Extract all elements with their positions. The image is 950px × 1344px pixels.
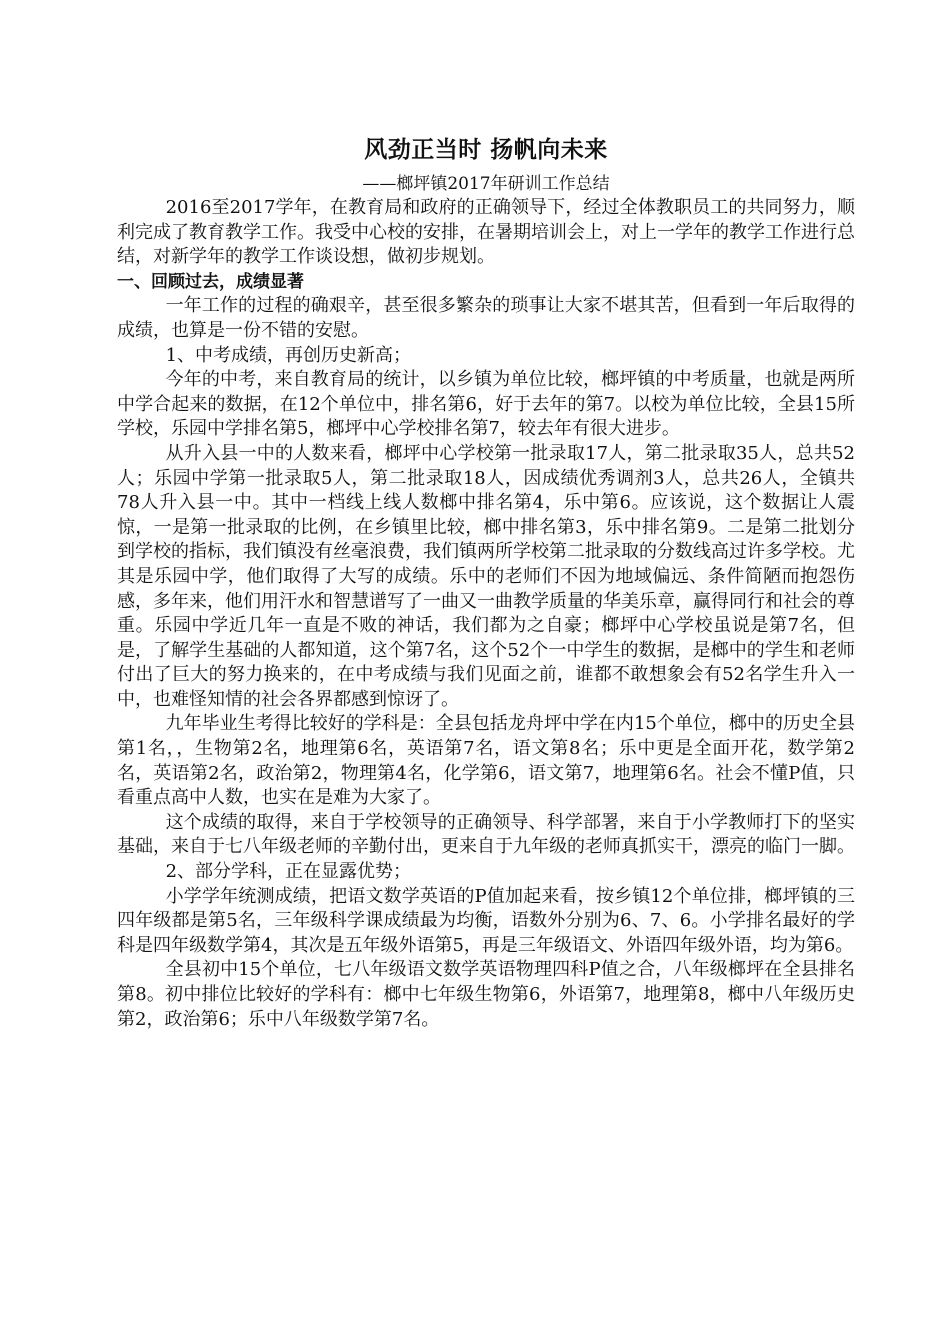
list-item-2: 2、部分学科，正在显露优势； [165,861,412,883]
list-item-1: 1、中考成绩，再创历史新高； [165,344,412,366]
paragraph-5: 这个成绩的取得，来自于学校领导的正确领导、科学部署，来自于小学教师打下的坚实基础，来自于七八年级老师的辛勤付出，更来自于九年级的老师真抓实干，漂亮的临门一脚。 [117,811,855,858]
intro-paragraph: 2016至2017学年，在教育局和政府的正确领导下，经过全体教职员工的共同努力，顺利完成了教育教学工作。我受中心校的安排，在暑期培训会上，对上一学年的教学工作进行总结，对新学年的教学工作谈设想，做初步规划。 [117,197,855,268]
section-heading-1: 一、回顾过去，成绩显著 [117,271,304,292]
document-title: 风劲正当时 扬帆向未来 [364,137,608,163]
paragraph-6: 小学学年统测成绩，把语文数学英语的P值加起来看，按乡镇12个单位排，榔坪镇的三四年级都是第5名，三年级科学课成绩最为均衡，语数外分别为6、7、6。小学排名最好的学科是四年级数学第4，其次是五年级外语第5，再是三年级语文、外语四年级外语，均为第6。 [117,885,855,956]
paragraph-3: 从升入县一中的人数来看，榔坪中心学校第一批录取17人，第二批录取35人，总共52人；乐园中学第一批录取5人，第二批录取18人，因成绩优秀调剂3人，总共26人，全镇共78人升入县一中。其中一档线上线人数榔中排名第4，乐中第6。应该说，这个数据让人震惊，一是第一批录取的比例，在乡镇里比较，榔中排名第3，乐中排名第9。二是第二批划分到学校的指标，我们镇没有丝毫浪费，我们镇两所学校第二批录取的分数线高过许多学校。尤其是乐园中学，他们取得了大写的成绩。乐中的老师们不因为地域偏远、条件简陋而抱怨伤感，多年来，他们用汗水和智慧谱写了一曲又一曲教学质量的华美乐章，赢得同行和社会的尊重。乐园中学近几年一直是不败的神话，我们都为之自豪；榔坪中心学校虽说是第7名，但是，了解学生基础的人都知道，这个第7名，这个52个一中学生的数据，是榔中的学生和老师付出了巨大的努力换来的，在中考成绩与我们见面之前，谁都不敢想象会有52名学生升入一中，也难怪知情的社会各界都感到惊讶了。 [117,442,855,710]
paragraph-7: 全县初中15个单位，七八年级语文数学英语物理四科P值之合，八年级榔坪在全县排名第8。初中排位比较好的学科有：榔中七年级生物第6，外语第7，地理第8，榔中八年级历史第2，政治第6；乐中八年级数学第7名。 [117,959,855,1030]
document-page [117,132,855,1032]
document-subtitle: ——榔坪镇2017年研训工作总结 [362,174,610,194]
paragraph-1: 一年工作的过程的确艰辛，甚至很多繁杂的琐事让大家不堪其苦，但看到一年后取得的成绩，也算是一份不错的安慰。 [117,295,855,341]
paragraph-4: 九年毕业生考得比较好的学科是：全县包括龙舟坪中学在内15个单位，榔中的历史全县第1名，，生物第2名，地理第6名，英语第7名，语文第8名；乐中更是全面开花，数学第2名，英语第2名，政治第2，物理第4名，化学第6，语文第7，地理第6名。社会不懂P值，只看重点高中人数，也实在是难为大家了。 [117,713,855,809]
paragraph-2: 今年的中考，来自教育局的统计，以乡镇为单位比较，榔坪镇的中考质量，也就是两所中学合起来的数据，在12个单位中，排名第6，好于去年的第7。以校为单位比较，全县15所学校，乐园中学排名第5，榔坪中心学校排名第7，较去年有很大进步。 [117,369,855,440]
